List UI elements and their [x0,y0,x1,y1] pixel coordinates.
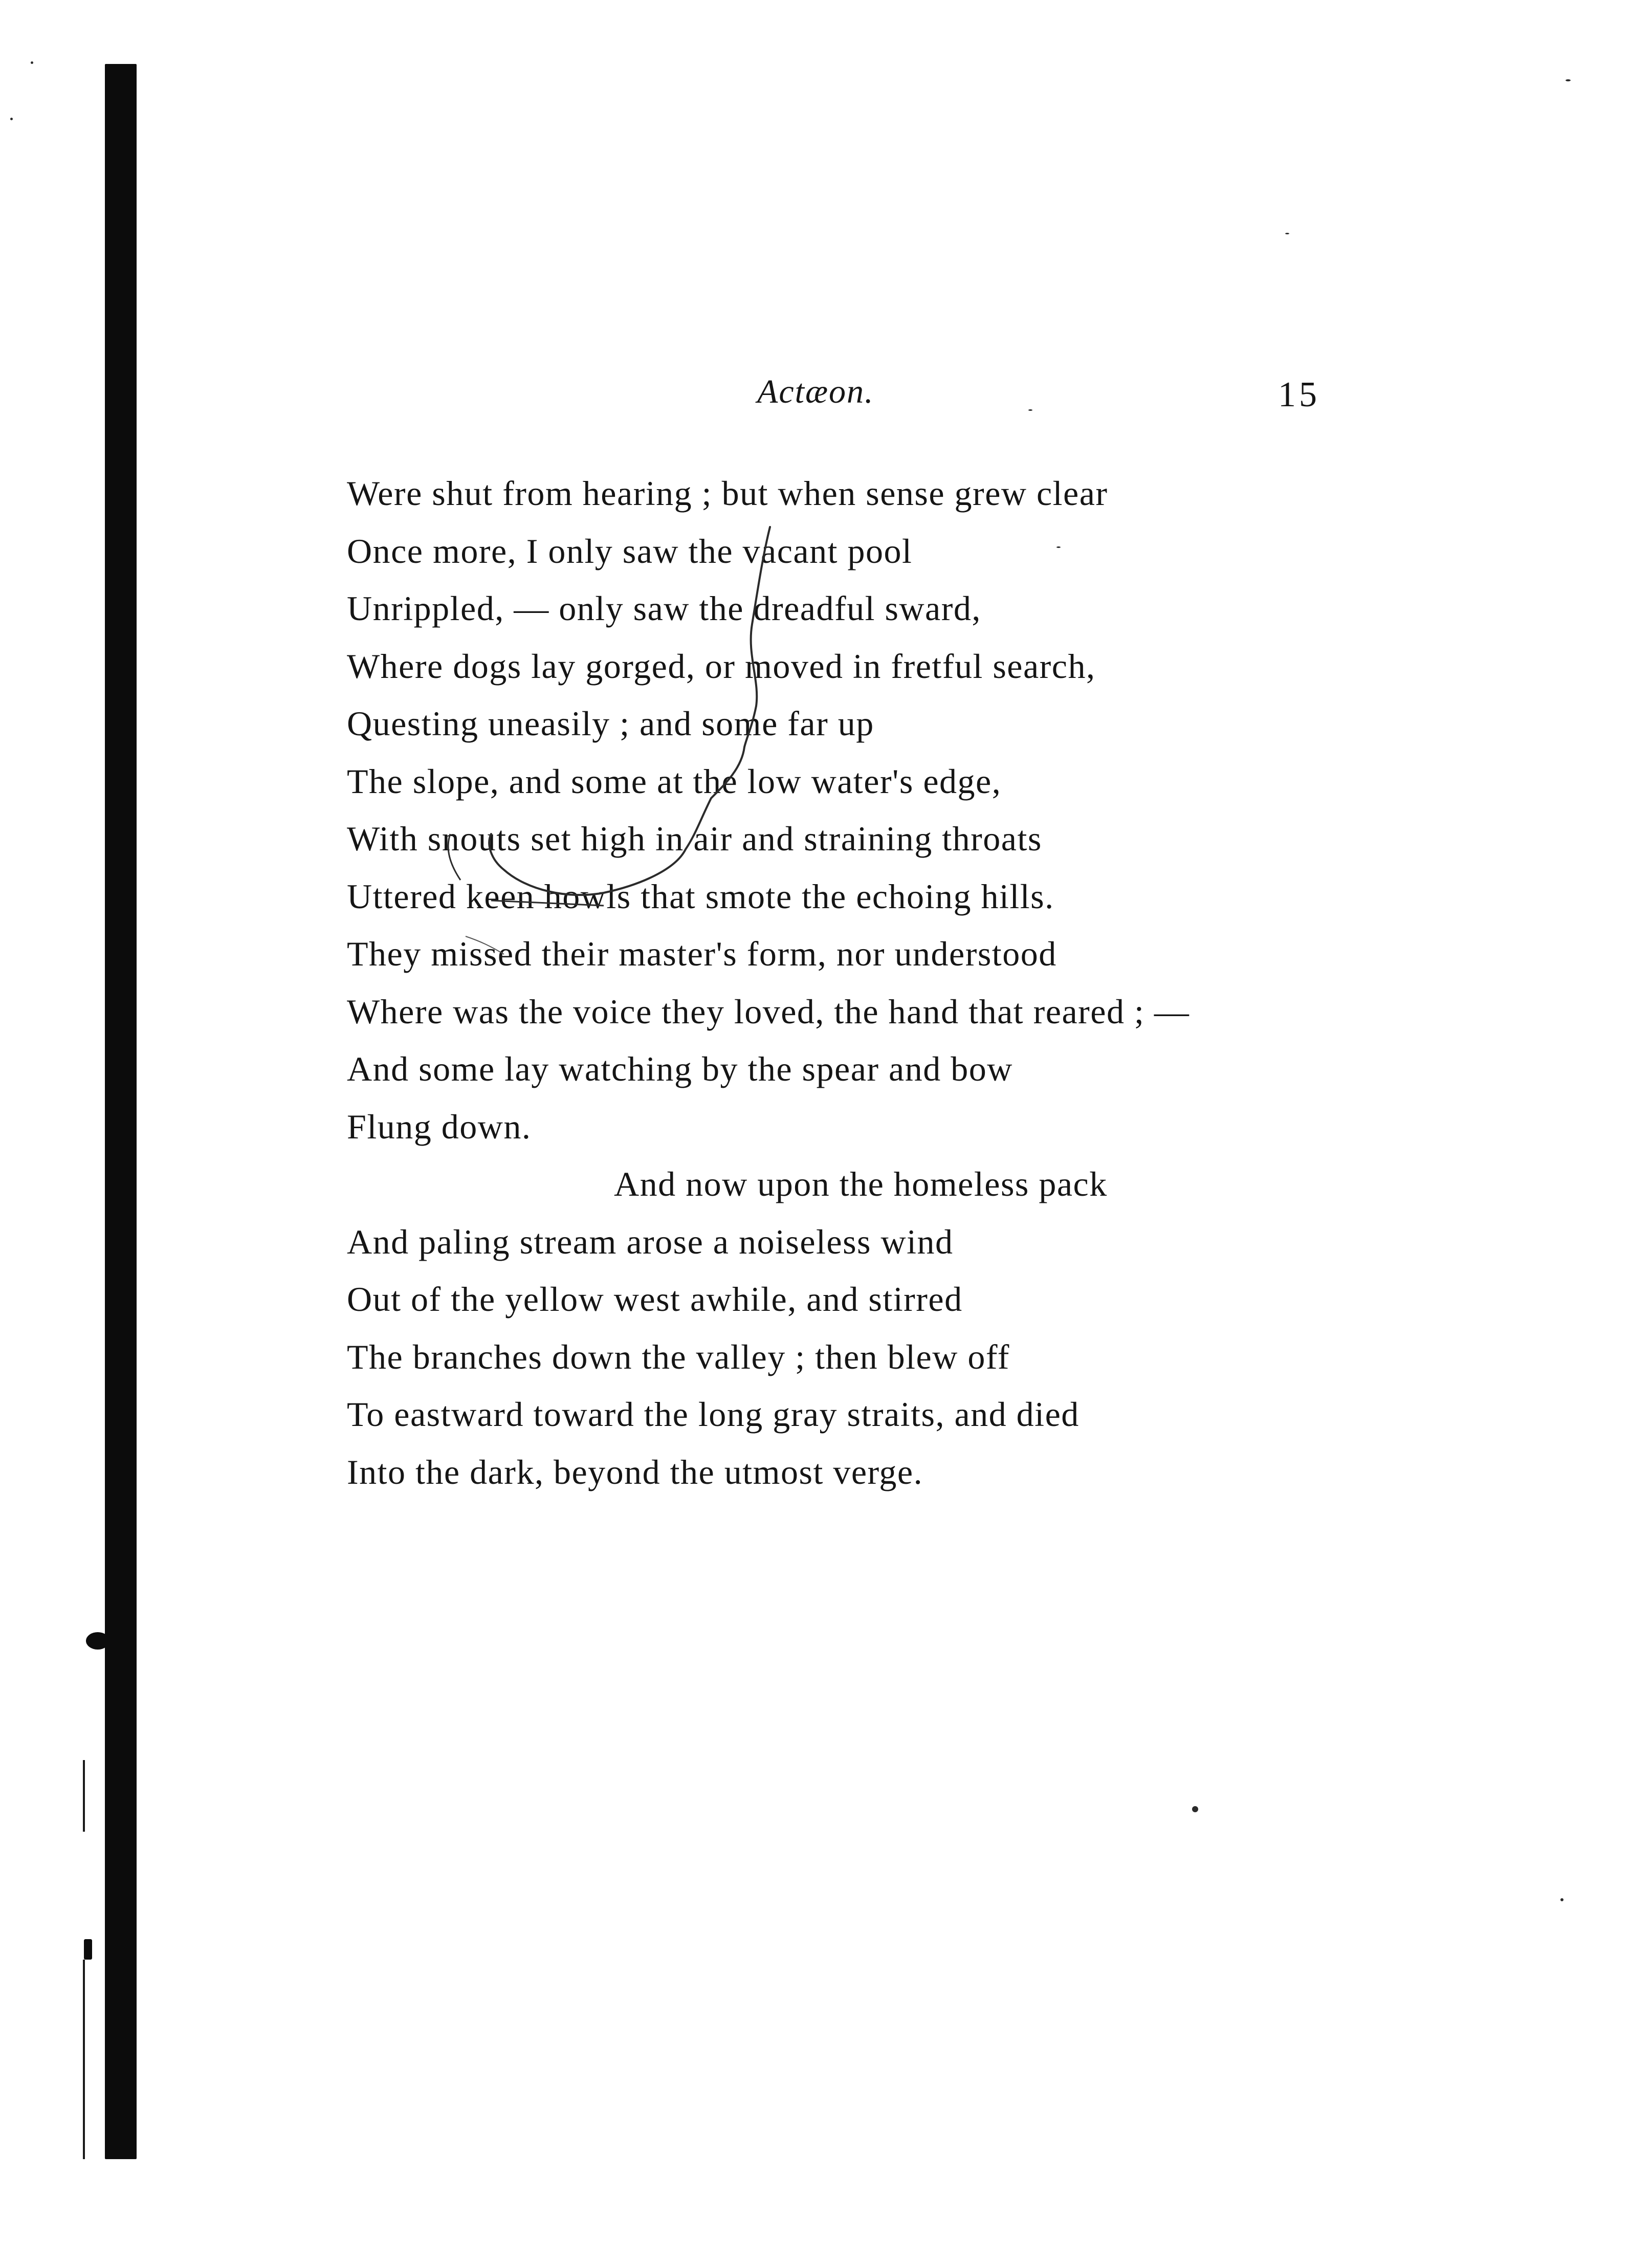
scan-speck [1028,409,1032,411]
verse-line: Unrippled, — only saw the dreadful sward, [347,589,981,628]
binding-shadow-line [83,1760,85,1832]
poem-text [347,465,1524,1501]
verse-line: Into the dark, beyond the utmost verge. [347,1452,923,1491]
verse-line: Uttered keen howls that smote the echoing hills. [347,876,1054,916]
verse-line: Questing uneasily ; and some far up [347,704,874,743]
verse-line: To eastward toward the long gray straits, and died [347,1395,1080,1434]
verse-line: Flung down. [347,1107,532,1146]
binding-shadow-line [83,1960,85,2159]
verse-line: The slope, and some at the low water's edge, [347,761,1002,801]
verse-line-indented: And now upon the homeless pack [614,1165,1108,1203]
verse-line: And paling stream arose a noiseless wind [347,1222,954,1261]
binding-notch [84,1939,92,1960]
verse-line: The branches down the valley ; then blew off [347,1337,1010,1376]
scan-speck [1566,79,1571,81]
scan-speck [10,118,13,120]
verse-line: Out of the yellow west awhile, and stirred [347,1280,963,1319]
verse-line: With snouts set high in air and straining throats [347,819,1042,858]
binding-notch [86,1632,109,1650]
scan-speck [1285,233,1289,234]
page-number: 15 [1278,375,1320,414]
verse-line: Where dogs lay gorged, or moved in fretful search, [347,646,1096,686]
scan-speck [1056,546,1061,548]
scan-speck [1560,1898,1563,1901]
scan-speck [1192,1806,1198,1812]
scan-speck [31,61,33,64]
running-header [0,372,1652,434]
verse-line: And some lay watching by the spear and bow [347,1049,1013,1088]
running-title: Actæon. [757,373,874,410]
verse-line: Once more, I only saw the vacant pool [347,531,913,570]
verse-line: They missed their master's form, nor understood [347,934,1057,973]
verse-line: Where was the voice they loved, the hand that reared ; — [347,992,1190,1031]
verse-line: Were shut from hearing ; but when sense grew clear [347,474,1108,513]
